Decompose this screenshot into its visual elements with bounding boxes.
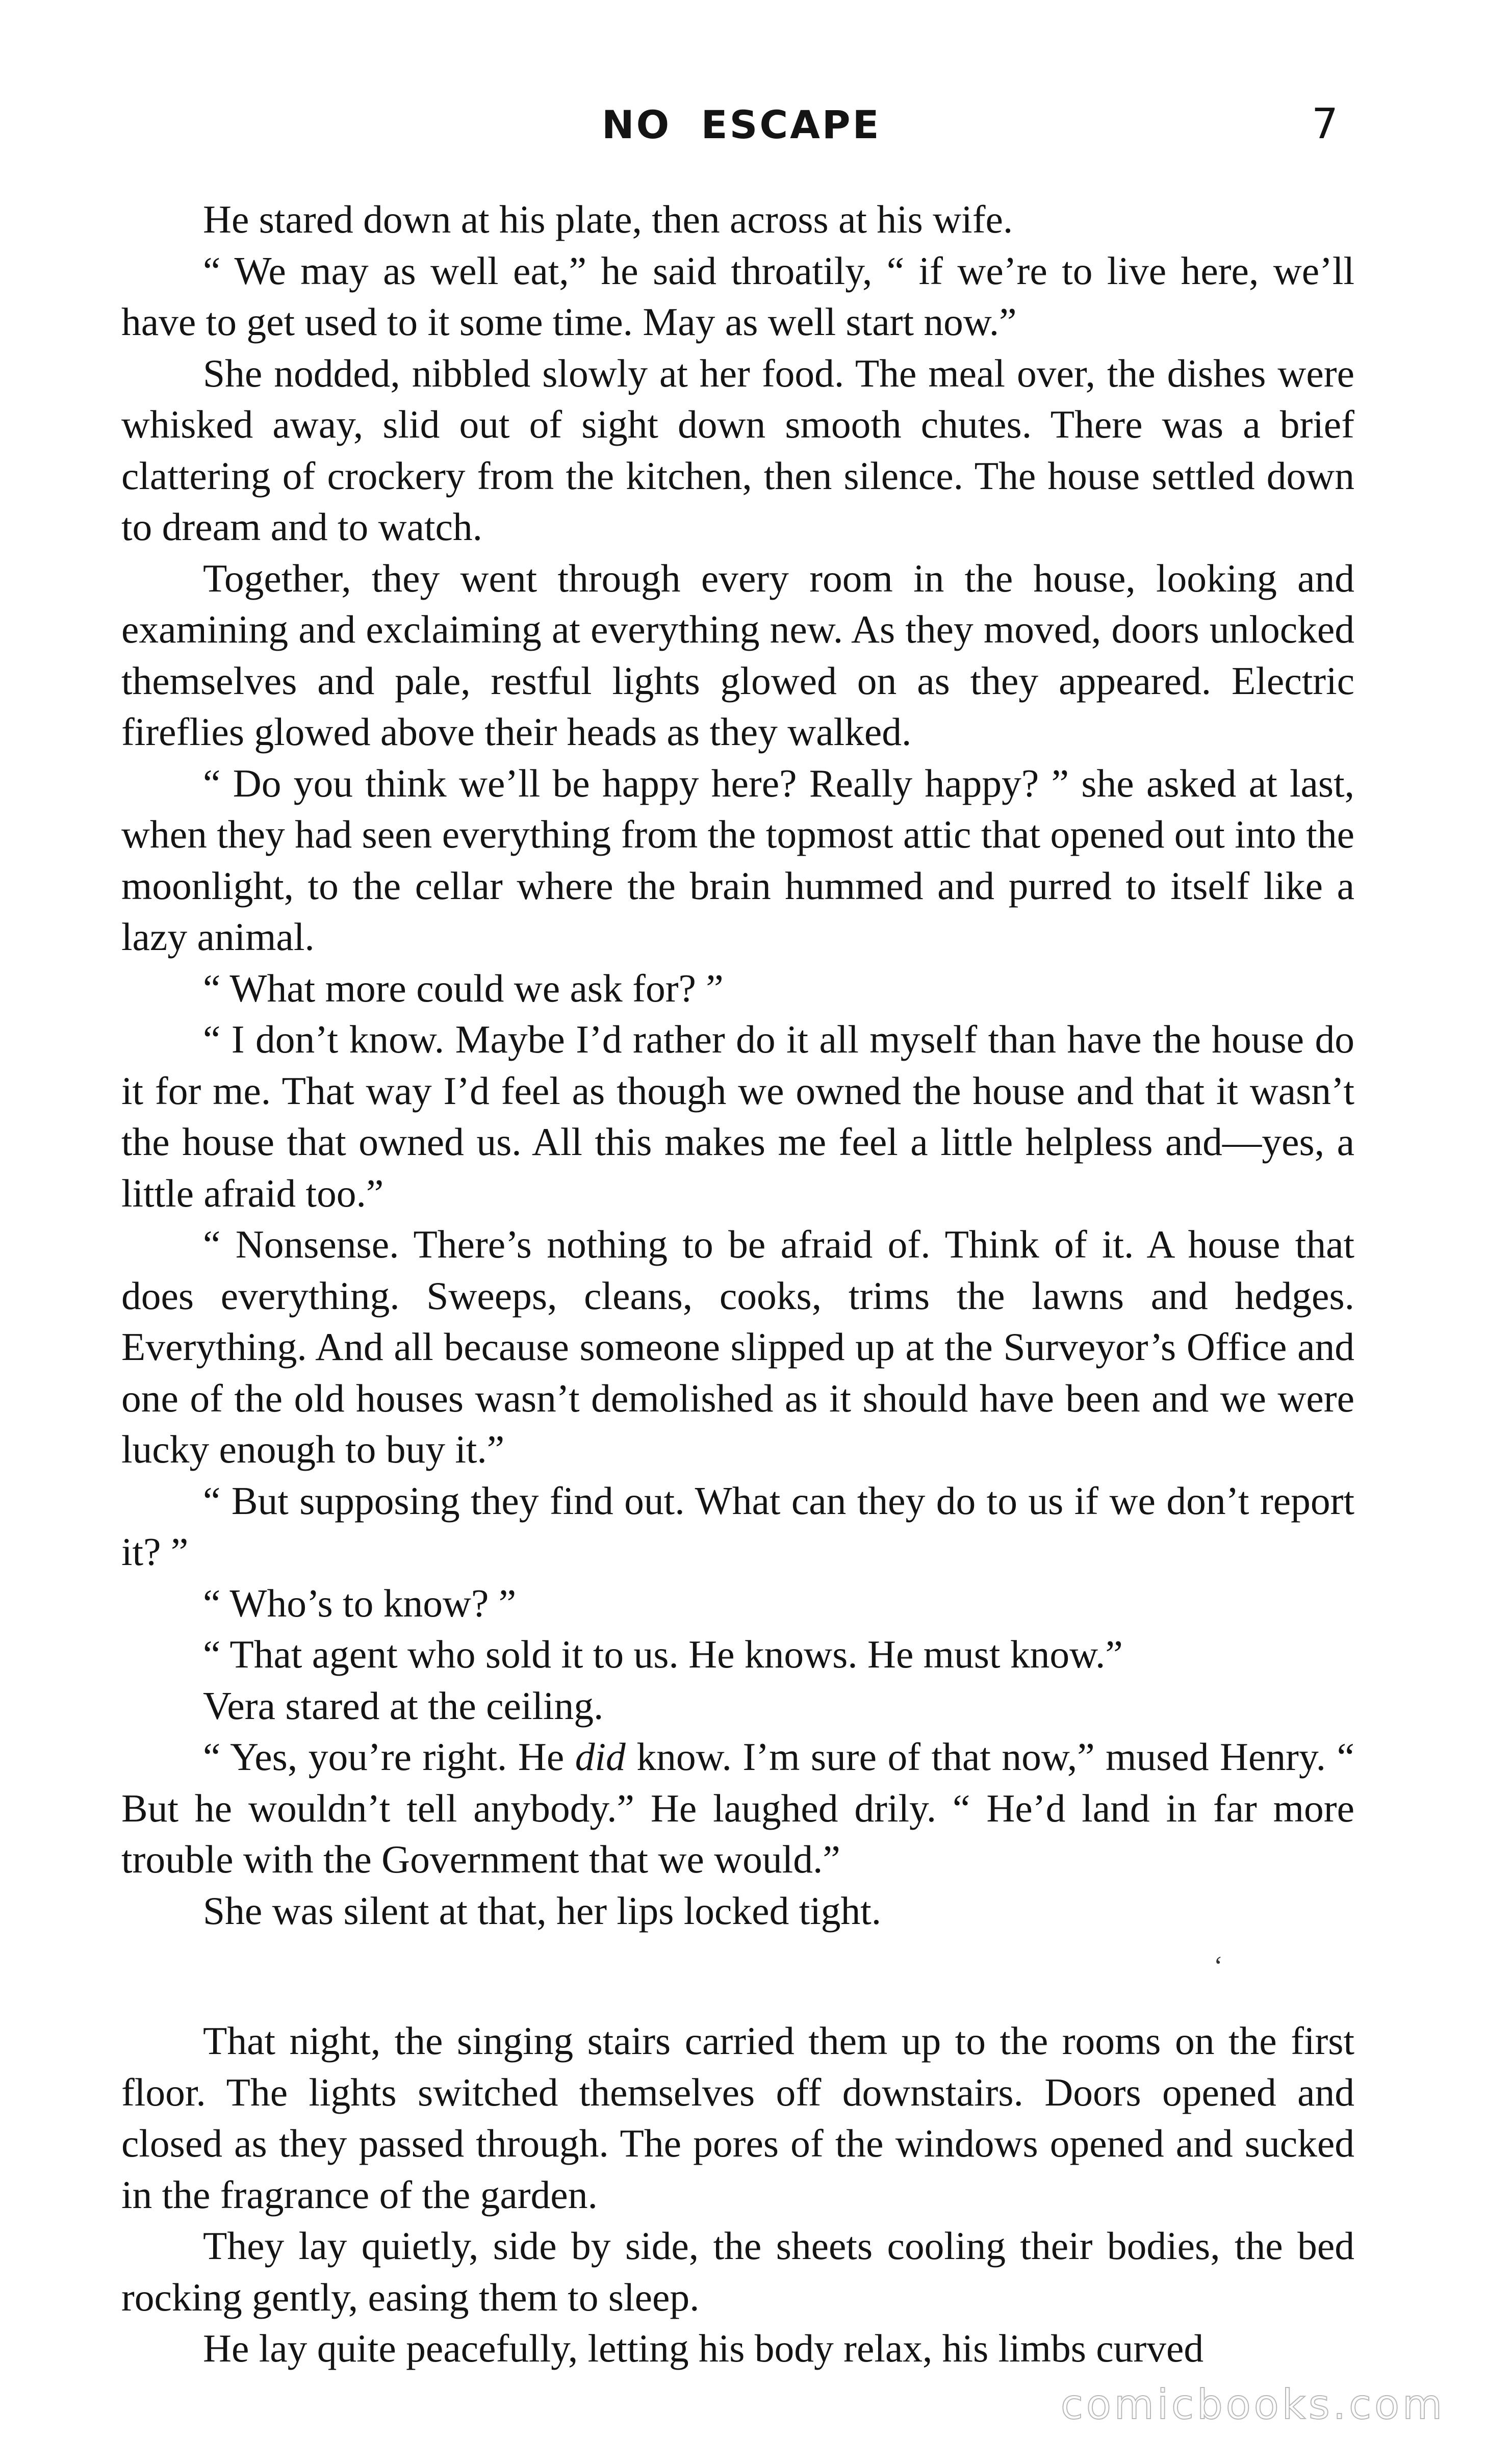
page-number: 7 — [1312, 100, 1339, 148]
paragraph: That night, the singing stairs carried them up to the rooms on the first floor. The lights switched themselves off downstairs. Doors opened and closed as they passed through. The pores of the windows opened and sucked in the fragrance of the garden. — [121, 2019, 1354, 2217]
paragraph-with-emphasis — [121, 1731, 1354, 1885]
running-head-title: NO ESCAPE — [602, 102, 881, 147]
paragraph: “ Nonsense. There’s nothing to be afraid of. Think of it. A house that does everything. Sweeps, cleans, cooks, trims the lawns and hedges. Everything. And all because someone slipped up at the Surveyor’s Office and one of the old houses wasn’t demolished as it should have been and we were lucky enough to buy it.” — [121, 1222, 1354, 1471]
body-text — [121, 194, 1354, 2374]
text-run: “ Yes, you’re right. He — [203, 1735, 575, 1779]
paragraph: He lay quite peacefully, letting his body relax, his limbs curved — [203, 2326, 1204, 2370]
paragraph: She nodded, nibbled slowly at her food. The meal over, the dishes were whisked away, slid out of sight down smooth chutes. There was a brief clattering of crockery from the kitchen, then silence. The house settled down to dream and to watch. — [121, 351, 1354, 549]
paragraph: “ What more could we ask for? ” — [203, 966, 724, 1010]
paragraph: “ But supposing they find out. What can they do to us if we don’t report it? ” — [121, 1478, 1354, 1574]
stray-mark: ‘ — [1214, 1950, 1223, 1981]
scene-break — [121, 1936, 1354, 2015]
paragraph: Vera stared at the ceiling. — [203, 1683, 604, 1728]
paragraph: “ I don’t know. Maybe I’d rather do it all myself than have the house do it for me. That way I’d feel as though we owned the house and that it wasn’t the house that owned us. All this makes me feel a little helpless and—yes, a little afraid too.” — [121, 1017, 1354, 1215]
paragraph: He stared down at his plate, then across at his wife. — [203, 197, 1013, 241]
paragraph: “ Do you think we’ll be happy here? Really happy? ” she asked at last, when they had seen everything from the topmost attic that opened out into the moonlight, to the cellar where the brain hummed and purred to itself like a lazy animal. — [121, 761, 1354, 959]
watermark: comicbooks.com — [1060, 2381, 1445, 2428]
paragraph: They lay quietly, side by side, the sheets cooling their bodies, the bed rocking gently, easing them to sleep. — [121, 2224, 1354, 2319]
paragraph: “ We may as well eat,” he said throatily, “ if we’re to live here, we’ll have to get used to it some time. May as well start now.” — [121, 248, 1354, 344]
emphasized-word: did — [575, 1735, 626, 1779]
paragraph: “ Who’s to know? ” — [203, 1581, 517, 1625]
paragraph: “ That agent who sold it to us. He knows. He must know.” — [203, 1632, 1123, 1676]
text-run: know. I’m sure of that now,” mused Henry. “ But he wouldn’t tell anybody.” He laughed drily. “ He’d land in far more trouble with the Government that we would.” — [121, 1735, 1355, 1881]
paragraph: She was silent at that, her lips locked tight. — [203, 1888, 882, 1933]
paragraph: Together, they went through every room in the house, looking and examining and exclaiming at everything new. As they moved, doors unlocked themselves and pale, restful lights glowed on as they appeared. Electric fireflies glowed above their heads as they walked. — [121, 556, 1354, 754]
